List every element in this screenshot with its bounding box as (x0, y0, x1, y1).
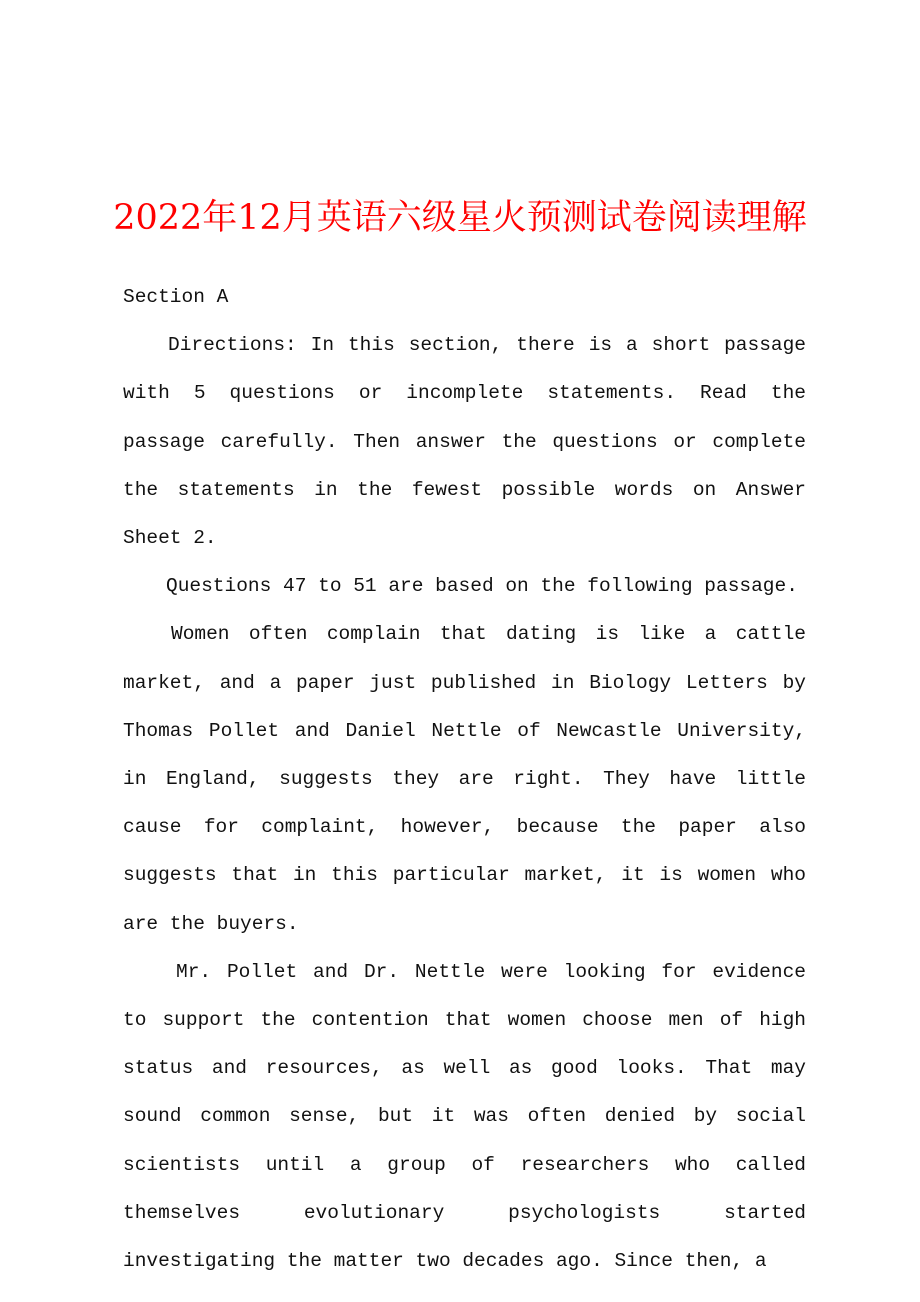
directions-paragraph: Directions: In this section, there is a short passage with 5 questions or incomplete statements. Read the passage carefully. Then answer the questions or complete the statements in the fewest possible words on Answer Sheet 2. (123, 334, 806, 550)
passage-paragraph-1: Women often complain that dating is like a cattle market, and a paper just published in Biology Letters by Thomas Pollet and Daniel Nettle of Newcastle University, in England, suggests they are right. They have little cause for complaint, however, because the paper also suggests that in this particular market, it is women who are the buyers. (123, 623, 806, 935)
passage-paragraph-2: Mr. Pollet and Dr. Nettle were looking for evidence to support the contention that women choose men of high status and resources, as well as good looks. That may sound common sense, but it was often denied by social scientists until a group of researchers who called themselves evolutionary psychologists started investigating the matter two decades ago. Since then, a (123, 960, 806, 1273)
questions-intro-paragraph: Questions 47 to 51 are based on the following passage. (166, 575, 798, 598)
document-body (123, 273, 806, 1285)
section-heading: Section A (123, 286, 229, 308)
document-title: 2022年12月英语六级星火预测试卷阅读理解 (113, 198, 807, 238)
